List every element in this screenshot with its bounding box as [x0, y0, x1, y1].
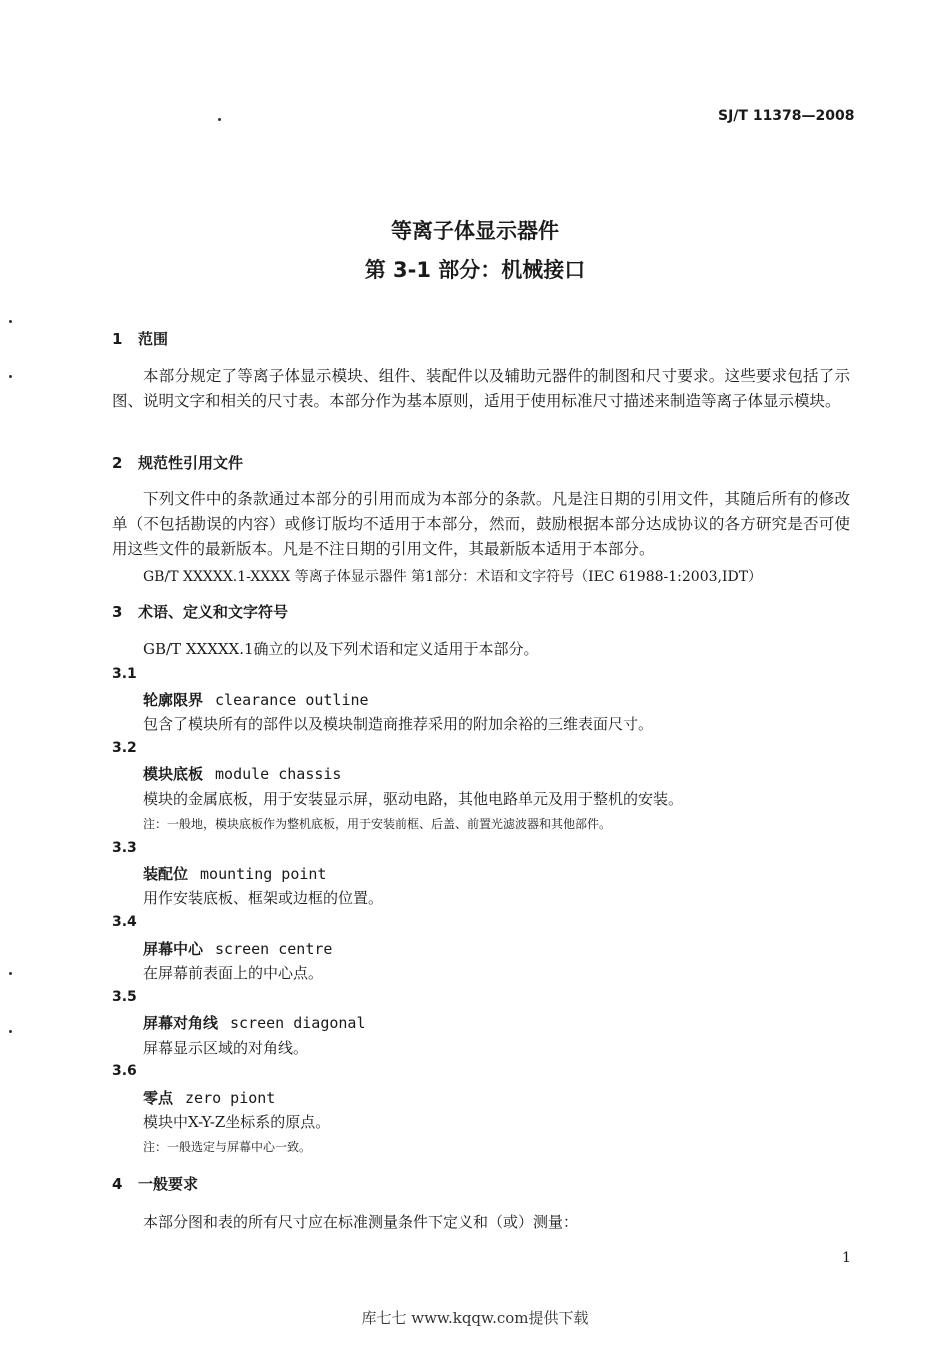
section-4-paragraph: 本部分图和表的所有尺寸应在标准测量条件下定义和（或）测量： [143, 1213, 579, 1231]
term-chinese: 零点 [143, 1089, 174, 1107]
clause-number: 3.5 [112, 989, 137, 1005]
term-entry [143, 763, 341, 784]
term-note: 注：一般选定与屏幕中心一致。 [143, 1140, 312, 1154]
normative-reference: GB/T XXXXX.1-XXXX 等离子体显示器件 第1部分：术语和文字符号（IEC 61988-1:2003,IDT） [143, 569, 763, 585]
term-definition: 用作安装底板、框架或边框的位置。 [143, 889, 384, 907]
scan-speck [9, 320, 12, 323]
term-definition: 在屏幕前表面上的中心点。 [143, 964, 324, 982]
clause-number: 3.4 [112, 914, 137, 930]
term-english: screen centre [215, 940, 333, 958]
term-chinese: 模块底板 [143, 765, 204, 783]
section-heading-2: 2 规范性引用文件 [112, 454, 244, 472]
clause-number: 3.3 [112, 840, 137, 856]
download-footer: 库七七 www.kqqw.com提供下载 [361, 1309, 589, 1327]
term-entry [143, 1012, 365, 1033]
standard-number: SJ/T 11378—2008 [718, 108, 855, 124]
section-heading-3: 3 术语、定义和文字符号 [112, 603, 289, 621]
term-entry [143, 1087, 275, 1108]
term-entry [143, 863, 326, 884]
clause-number: 3.6 [112, 1063, 137, 1079]
document-subtitle: 第 3-1 部分：机械接口 [364, 258, 586, 282]
term-definition: 模块的金属底板，用于安装显示屏，驱动电路，其他电路单元及用于整机的安装。 [143, 790, 684, 808]
section-heading-1: 1 范围 [112, 330, 169, 348]
term-entry [143, 938, 332, 959]
section-heading-4: 4 一般要求 [112, 1175, 199, 1193]
term-chinese: 屏幕对角线 [143, 1014, 219, 1032]
term-chinese: 轮廓限界 [143, 691, 204, 709]
section-2-paragraph: 下列文件中的条款通过本部分的引用而成为本部分的条款。凡是注日期的引用文件，其随后所有的修改单（不包括勘误的内容）或修订版均不适用于本部分，然而，鼓励根据本部分达成协议的各方研究是否可使用这些文件的最新版本。凡是不注日期的引用文件，其最新版本适用于本部分。 [112, 490, 850, 558]
term-definition: 包含了模块所有的部件以及模块制造商推荐采用的附加余裕的三维表面尺寸。 [143, 715, 654, 733]
term-definition: 屏幕显示区域的对角线。 [143, 1039, 309, 1057]
scan-speck [218, 118, 221, 121]
term-entry [143, 689, 369, 710]
document-title: 等离子体显示器件 [391, 219, 559, 243]
clause-number: 3.2 [112, 740, 137, 756]
term-english: module chassis [215, 765, 342, 783]
term-english: clearance outline [215, 691, 369, 709]
term-chinese: 屏幕中心 [143, 940, 204, 958]
scan-speck [9, 375, 12, 378]
term-note: 注：一般地，模块底板作为整机底板，用于安装前框、后盖、前置光滤波器和其他部件。 [143, 817, 612, 831]
term-definition: 模块中X-Y-Z坐标系的原点。 [143, 1113, 331, 1131]
clause-number: 3.1 [112, 666, 137, 682]
page-number: 1 [842, 1250, 851, 1266]
term-english: mounting point [200, 865, 327, 883]
scan-speck [9, 1030, 12, 1033]
term-english: screen diagonal [230, 1014, 366, 1032]
section-1-paragraph: 本部分规定了等离子体显示模块、组件、装配件以及辅助元器件的制图和尺寸要求。这些要求包括了示图、说明文字和相关的尺寸表。本部分作为基本原则，适用于使用标准尺寸描述来制造等离子体显示模块。 [112, 367, 850, 410]
term-english: zero piont [185, 1089, 276, 1107]
section-3-paragraph: GB/T XXXXX.1确立的以及下列术语和定义适用于本部分。 [143, 640, 539, 658]
term-chinese: 装配位 [143, 865, 189, 883]
scan-speck [9, 972, 12, 975]
